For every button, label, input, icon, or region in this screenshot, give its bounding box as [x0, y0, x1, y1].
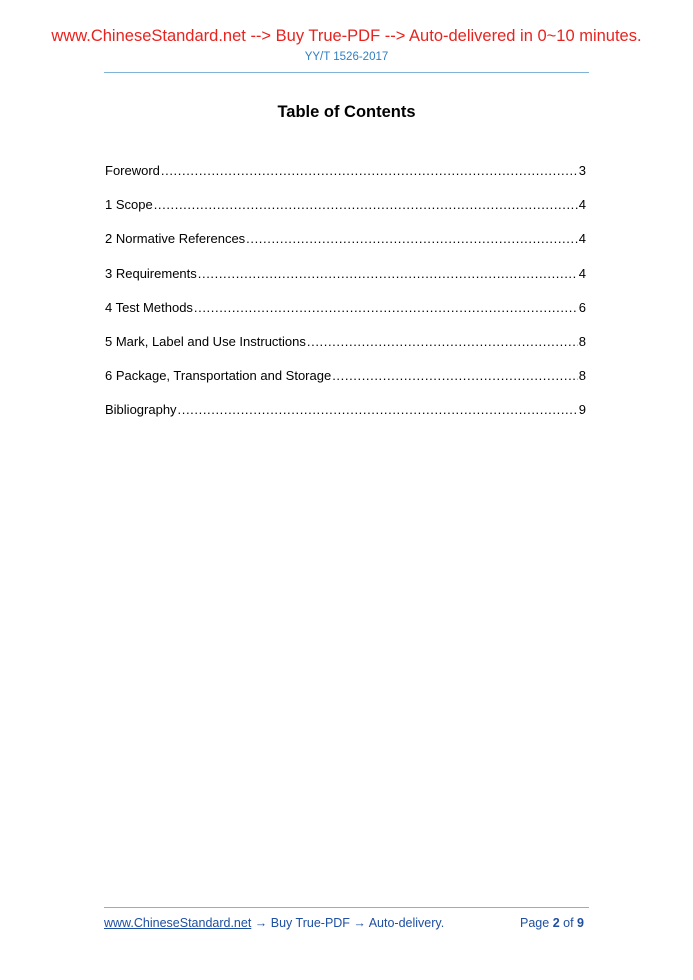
toc-entry-page: 9	[578, 402, 586, 418]
toc-entry-label: Foreword	[105, 163, 160, 178]
footer-promo-text: → Buy True-PDF → Auto-delivery.	[251, 916, 445, 930]
toc-entry-page: 8	[578, 368, 586, 384]
footer-promo	[104, 916, 444, 930]
toc-title: Table of Contents	[277, 103, 416, 121]
toc-entry-label: 6 Package, Transportation and Storage	[105, 368, 332, 384]
page-indicator	[520, 916, 584, 930]
promo-banner: www.ChineseStandard.net --> Buy True-PDF --> Auto-delivered in 0~10 minutes.	[51, 27, 642, 45]
footer-divider	[104, 907, 589, 908]
toc-entry-bibliography[interactable]	[105, 401, 586, 435]
total-page-number: 9	[577, 916, 584, 930]
dot-leader	[194, 299, 578, 317]
document-code: YY/T 1526-2017	[304, 51, 389, 63]
dot-leader	[154, 196, 578, 214]
header-divider	[104, 72, 589, 73]
of-word: of	[563, 916, 574, 930]
dot-leader	[307, 333, 578, 351]
dot-leader	[332, 367, 578, 385]
toc-entry-page: 8	[578, 333, 586, 349]
toc-entry-label: 5 Mark, Label and Use Instructions	[105, 333, 306, 349]
toc-entry-label: 3 Requirements	[105, 265, 197, 281]
toc-entry-page: 4	[578, 265, 586, 281]
toc-entry-test-methods[interactable]	[105, 299, 586, 333]
toc-entry-normative-references[interactable]	[105, 230, 586, 264]
toc-entry-label: 2 Normative References	[105, 231, 246, 247]
toc-entry-label: 4 Test Methods	[105, 299, 193, 315]
current-page-number: 2	[552, 916, 560, 930]
toc-entry-requirements[interactable]	[105, 265, 586, 299]
toc-entry-foreword[interactable]	[105, 162, 586, 196]
toc-entry-page: 4	[578, 197, 586, 213]
toc-entry-page: 3	[578, 163, 586, 178]
toc-entry-package[interactable]	[105, 367, 586, 401]
toc-entry-scope[interactable]	[105, 196, 586, 230]
toc-entry-page: 6	[578, 299, 586, 315]
dot-leader	[246, 230, 578, 248]
table-of-contents	[105, 162, 586, 436]
toc-entry-label: 1 Scope	[105, 197, 153, 213]
toc-entry-page: 4	[578, 231, 586, 247]
dot-leader	[178, 401, 578, 419]
dot-leader	[161, 162, 578, 180]
footer-site-link[interactable]: www.ChineseStandard.net	[104, 916, 252, 930]
page-word: Page	[520, 916, 550, 930]
toc-entry-mark-label[interactable]	[105, 333, 586, 367]
dot-leader	[198, 265, 578, 283]
toc-entry-label: Bibliography	[105, 402, 177, 418]
